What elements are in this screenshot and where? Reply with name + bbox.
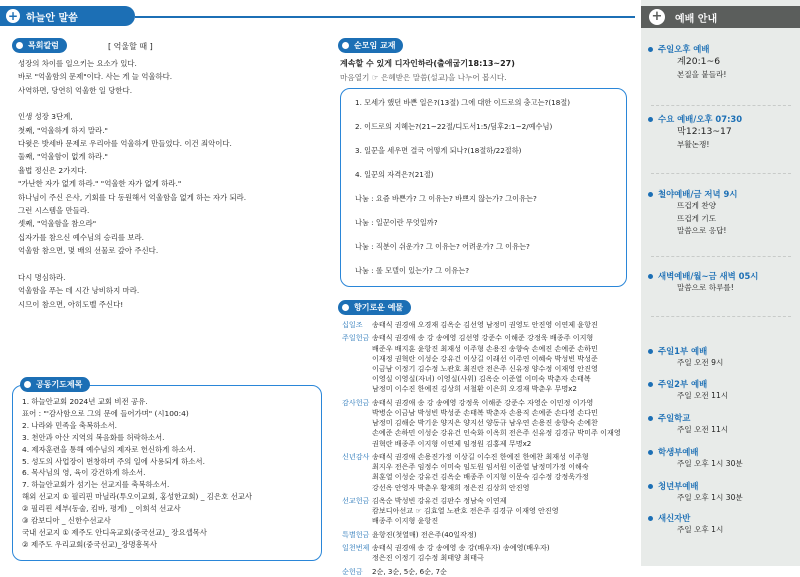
header-title: 하늘안 말씀 [26, 12, 78, 24]
prayer-item: ③ 캄보디아 _ 신한수선교사 [22, 516, 111, 526]
offering-names-line: 남정미 이수진 한예진 김상희 서철환 이은희 오경재 박춘우 무명x2 [372, 384, 577, 394]
schedule-heading-text: 주일2부 예배 [658, 379, 708, 389]
prayer-item: 6. 목사님의 영, 육이 강건하게 하소서. [22, 468, 146, 478]
column-line: 억울함을 푸는 데 시간 낭비하지 마라. [18, 286, 140, 296]
service-heading [648, 188, 737, 200]
cell-subtitle: 마음열기 ☞ 은혜받은 말씀(설교)을 나누어 봅시다. [340, 73, 507, 82]
service-heading-text: 수요 예배/오후 07:30 [658, 114, 743, 124]
offering-label: 순헌금 [342, 566, 363, 576]
offering-label: 선교헌금 [342, 496, 370, 505]
offering-names [372, 333, 598, 394]
prayer-item: 4. 제자훈련을 통해 예수님의 제자로 헌신하게 하소서. [22, 444, 196, 454]
column-line: 성장의 차이를 일으키는 요소가 있다. [18, 59, 137, 68]
bullet-dot-icon [648, 450, 653, 455]
cell-section-label: 순모임 교재 [338, 38, 403, 53]
service-heading-text: 철야예배/금 저녁 9시 [658, 189, 738, 199]
bullet-dot-icon [648, 192, 653, 197]
offering-label: 일천번제 [342, 543, 370, 553]
service-detail: 부활논쟁! [677, 140, 710, 149]
cell-question: 3. 일꾼을 세우면 결국 어떻게 되나?(18절하/22절하) [355, 146, 522, 155]
prayer-item: 7. 하늘안교회가 섬기는 선교지를 축복하소서. [22, 480, 170, 490]
service-heading [648, 43, 726, 55]
column-line: 둘째, "억울함이 없게 하라." [18, 152, 108, 162]
offering-names-line: 배종주 이지형 윤항진 [372, 516, 439, 526]
cell-question: 2. 이드로의 지혜는?(21~22절/디도서1:5/딤후2:1~2/예수님) [355, 122, 553, 131]
column-line: 하나님이 주신 은사, 기회를 다 동원해서 억울함을 없게 하는 자가 되라. [18, 192, 247, 202]
schedule-heading-text: 새신자반 [658, 513, 691, 523]
bullet-dot-icon [648, 382, 653, 387]
column-line: 다시 명심하라. [18, 272, 66, 282]
prayer-list [22, 396, 252, 551]
service-block [648, 113, 742, 152]
schedule-heading-text: 주일학교 [658, 413, 691, 423]
bullet-dot-icon [16, 42, 23, 49]
service-heading [648, 270, 758, 282]
prayer-item: 해외 선교지 ① 필리핀 마닐라(투오이교회, 홍성한교회) _ 김은호 선교사 [22, 492, 252, 502]
cell-questions-box [340, 88, 627, 287]
column-line: 율법 정신은 2가지다. [18, 165, 87, 175]
cell-title: 계속할 수 있게 디자인하라(출애굽기18:13~27) [340, 59, 515, 68]
service-block [648, 188, 737, 238]
plus-icon: + [649, 9, 665, 25]
service-panel-title: + 예배 안내 [641, 6, 800, 28]
offering-names-line: 윤항진(첫열매) 전은주(40일작정) [372, 529, 477, 539]
offering-names-line: 권혁란 배종주 이지형 이연제 임정원 김홍제 무명x2 [372, 438, 532, 448]
offering-names-line: 정은진 이정기 김수정 최태양 최태극 [372, 553, 484, 563]
offering-names-line: 송태식 권경애 손용진가정 이상길 이수진 한예진 한예찬 최재성 이주형 [372, 452, 589, 461]
offering-names-line: 김옥순 박성빈 강유건 김판수 정남숙 이연제 [372, 496, 507, 505]
schedule-item [648, 512, 723, 537]
divider [651, 105, 791, 106]
schedule-time: 주일 오전 11시 [677, 425, 729, 434]
column-line: "가난한 자가 없게 하라." "억울한 자가 없게 하라." [18, 179, 182, 189]
offering-names [372, 398, 621, 449]
column-body [18, 57, 318, 311]
bullet-dot-icon [342, 304, 349, 311]
column-line: 바로 "억울함의 문제"이다. 사는 게 늘 억울하다. [18, 72, 173, 82]
service-detail: 막12:13~17 [677, 126, 732, 137]
bullet-dot-icon [648, 274, 653, 279]
cell-question: 나눔 : 롤 모델이 있는가? 그 이유는? [355, 266, 470, 275]
column-line: 십자가를 참으신 예수님의 승리를 보라. [18, 232, 144, 242]
offering-names-line: 이영실 이영실(자녀) 이영실(사위) 김옥순 이준열 이미숙 박춘자 손태복 [372, 374, 591, 384]
offering-label: 감사헌금 [342, 397, 370, 407]
offering-names [372, 320, 598, 330]
schedule-heading-text: 청년부예배 [658, 481, 699, 491]
divider [651, 316, 791, 317]
service-detail: 뜨겁게 찬양 [677, 201, 717, 210]
bullet-dot-icon [648, 47, 653, 52]
offering-names-line: 송태식 권경애 송 강 송예영 김선영 강준수 이해준 강정욱 배종주 이지형 [372, 333, 594, 343]
cell-question: 나눔 : 직분이 쉬운가? 그 이유는? 어려운가? 그 이유는? [355, 242, 530, 251]
schedule-time: 주일 오후 1시 30분 [677, 459, 743, 468]
offering-names [372, 496, 559, 527]
schedule-time: 주일 오전 11시 [677, 391, 729, 400]
offering-names-line: 남정미 김해순 박기운 양지은 양지선 양동규 남우연 손용진 송향숙 손예찬 [372, 418, 598, 428]
column-subtitle: [ 억울할 때 ] [108, 42, 153, 51]
column-line: 셋째, "억울함을 참으라" [18, 219, 97, 229]
bullet-dot-icon [648, 516, 653, 521]
bullet-dot-icon [648, 484, 653, 489]
column-line: 시므이 참으면, 아히도벨 주신다! [18, 299, 124, 309]
cell-question: 4. 일꾼의 자격은?(21절) [355, 170, 434, 179]
schedule-item [648, 480, 743, 505]
column-line: 사역하면, 당연히 억울한 일 당한다. [18, 85, 133, 95]
prayer-item: 5. 성도의 사업장이 번창하며 주의 일에 사용되게 하소서. [22, 456, 205, 466]
service-detail: 뜨겁게 기도 [677, 213, 717, 223]
schedule-heading [648, 480, 743, 492]
service-heading [648, 113, 742, 125]
column-line: 첫째, "억울하게 하지 말라." [18, 125, 108, 135]
bullet-dot-icon [648, 349, 653, 354]
prayer-item: 3. 천안과 아산 지역의 복음화를 허락하소서. [22, 432, 165, 442]
schedule-time: 주일 오전 9시 [677, 358, 724, 367]
service-detail: 말씀으로 하루를! [677, 283, 734, 292]
cell-question: 나눔 : 요즘 바쁜가? 그 이유는? 바쁘지 않는가? 그이유는? [355, 194, 537, 203]
schedule-heading-text: 주일1부 예배 [658, 346, 708, 356]
column-line: 억울함 참으면, 몇 배의 선물로 갚아 주신다. [18, 246, 159, 256]
service-detail: 본질을 붙들라! [677, 70, 727, 79]
schedule-heading [648, 512, 723, 524]
offering-names-line: 최훈열 이성순 강유건 김옥순 배종주 이지형 이문숙 김수정 강정욱가정 [372, 472, 589, 482]
prayer-item: 표어 : "'감사함으로 그의 문에 들어가며" (시100:4) [22, 408, 189, 418]
prayer-item: 2. 나라와 민족을 축복하소서. [22, 420, 117, 430]
offering-label: 신년감사 [342, 452, 370, 461]
offering-names-line: 2순, 3순, 5순, 6순, 7순 [372, 566, 447, 576]
prayer-section-label: 공동기도제목 [20, 377, 90, 392]
offering-label: 십일조 [342, 320, 363, 329]
offering-names-line: 이금남 이정기 김수정 노관호 최진란 전은주 신유정 양수정 이재영 안진영 [372, 364, 598, 373]
column-line: 다윗은 밧세바 문제로 우리아를 억울하게 만들었다. 이건 죄악이다. [18, 139, 232, 149]
schedule-item [648, 345, 723, 370]
service-block [648, 270, 758, 295]
blank-line [18, 258, 318, 271]
offering-label: 주일헌금 [342, 333, 370, 343]
schedule-heading-text: 학생부예배 [658, 447, 699, 457]
schedule-heading [648, 378, 728, 390]
offering-label: 특별헌금 [342, 529, 370, 539]
plus-icon: + [7, 9, 19, 23]
column-line: 인생 성장 3단계, [18, 112, 73, 122]
service-block [648, 43, 726, 82]
offering-names-line: 최지우 전은주 임정수 이미숙 임도원 임서원 이준열 남정미가정 이해숙 [372, 462, 589, 472]
prayer-item: ② 제주도 우리교회(중국선교)_장명흥목사 [22, 539, 158, 549]
prayer-item: ② 필리핀 세부(동술, 킴바, 평게) _ 이희석 선교사 [22, 504, 181, 514]
column-section-label: 목회칼럼 [12, 38, 67, 53]
offering-names-line: 송태식 권경애 오경재 김옥순 김선영 남정미 권영도 안진영 이연제 윤항진 [372, 320, 598, 329]
bullet-dot-icon [648, 117, 653, 122]
divider [651, 173, 791, 174]
schedule-heading [648, 446, 743, 458]
schedule-item [648, 378, 728, 403]
schedule-time: 주일 오후 1시 [677, 525, 724, 534]
offering-names-line: 손예준 손하민 이성순 강유건 인숙화 이옥희 전은주 신유정 김경규 박미주 이재영 [372, 428, 621, 438]
schedule-heading [648, 412, 728, 424]
bullet-dot-icon [648, 416, 653, 421]
offering-names [372, 530, 477, 540]
schedule-item [648, 412, 728, 437]
schedule-time: 주일 오후 1시 30분 [677, 493, 743, 502]
offering-names-line: 박병순 이금남 박성빈 박성준 손태복 박춘자 손용직 손예준 손다영 손다민 [372, 408, 598, 417]
offering-names-line: 송태식 권경애 송 강 송예영 강정욱 이해준 강준수 자영순 이민정 이가영 [372, 397, 594, 407]
service-detail: 계20:1~6 [677, 56, 721, 67]
cell-question: 1. 모세가 했던 바쁜 일은?(13절) 그에 대한 이드로의 충고는?(18절) [355, 98, 571, 107]
offering-names-line: 캄보디아선교 ☞ 김효열 노관호 전은주 김경규 이재영 안진영 [372, 506, 559, 516]
schedule-heading [648, 345, 723, 357]
column-line: 그런 시스템을 만들라. [18, 206, 90, 216]
offering-names-line: 이재정 권혁란 이성순 강유건 이상길 이래선 이주연 이혜숙 박성빈 박성준 [372, 353, 598, 363]
service-detail: 말씀으로 응답! [677, 226, 727, 235]
offering-names-line: 배준우 배지훈 윤항진 최재성 이주형 손용진 송향숙 손예진 손예준 손하민 [372, 343, 598, 353]
service-heading-text: 주일오후 예배 [658, 44, 710, 54]
offering-names [372, 567, 447, 577]
sermon-header [0, 6, 135, 26]
blank-line [18, 97, 318, 110]
bullet-dot-icon [342, 42, 349, 49]
prayer-item: 국내 선교지 ① 제주도 안디옥교회(중국선교)_ 장요셉목사 [22, 527, 207, 537]
offering-names-line: 강선옥 안영자 박춘우 황재희 정은진 김상희 안진영 [372, 482, 530, 492]
divider [651, 256, 791, 257]
offering-names [372, 452, 589, 493]
offering-section-label: 향기로운 예물 [338, 300, 411, 315]
schedule-item [648, 446, 743, 471]
service-heading-text: 새벽예배/월~금 새벽 05시 [658, 271, 759, 281]
bullet-dot-icon [24, 381, 31, 388]
cell-question: 나눔 : 일꾼이란 무엇일까? [355, 218, 438, 227]
offering-names-line: 송태식 권경애 송 강 송예영 송 강(배우자) 송예영(배우자) [372, 543, 550, 553]
offering-names [372, 543, 550, 563]
prayer-item: 1. 하늘안교회 2024년 교회 비전 공유. [22, 397, 148, 406]
header-divider [135, 16, 635, 18]
